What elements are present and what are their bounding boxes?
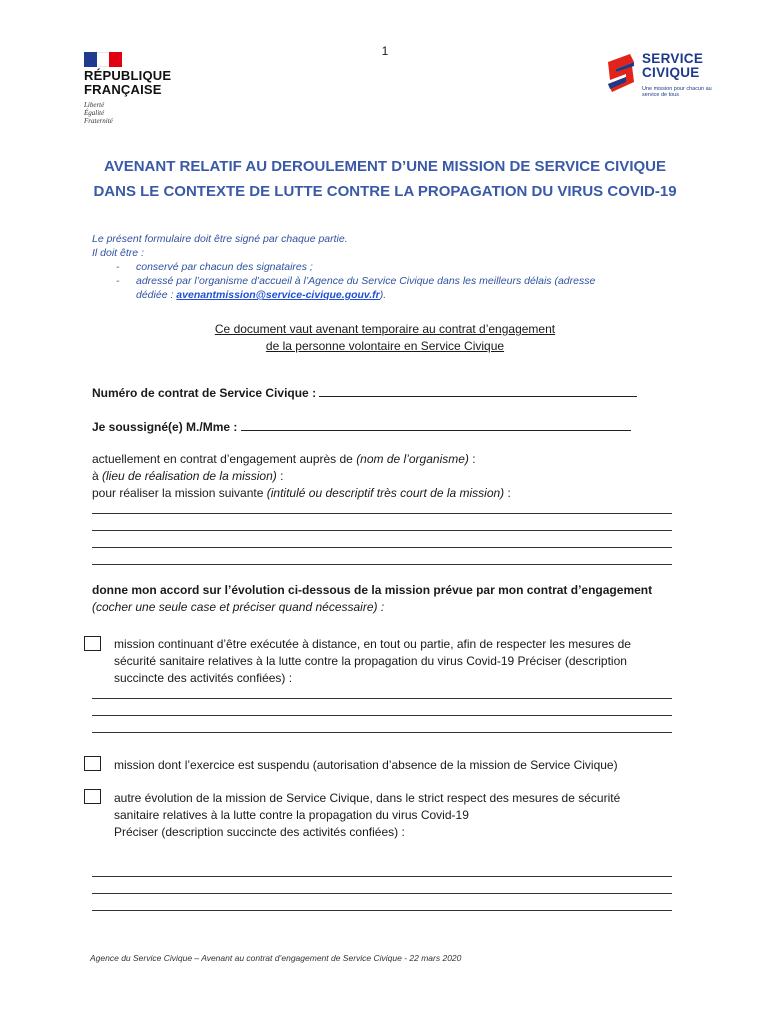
motto-egalite: Égalité xyxy=(84,109,105,117)
bullet-dash: - xyxy=(116,275,120,287)
contract-number-label: Numéro de contrat de Service Civique : xyxy=(92,386,317,400)
signatory-field xyxy=(92,420,631,434)
instructions-bullet-2 xyxy=(92,274,682,288)
mission-write-line[interactable] xyxy=(92,547,672,548)
title-line2: DANS LE CONTEXTE DE LUTTE CONTRE LA PROPAGATION DU VIRUS COVID-19 xyxy=(93,183,677,200)
title-line1: AVENANT RELATIF AU DEROULEMENT D’UNE MISSION DE SERVICE CIVIQUE xyxy=(104,158,666,175)
bullet-2-text: adressé par l’organisme d’accueil à l’Agence du Service Civique dans les meilleurs délais (adresse xyxy=(136,275,596,287)
republique-francaise-logo xyxy=(84,52,194,125)
other-write-line[interactable] xyxy=(92,910,672,911)
option-suspended-line-1: mission dont l’exercice est suspendu (autorisation d’absence de la mission de Service Civique) xyxy=(114,758,618,772)
engagement-line-1: actuellement en contrat d’engagement auprès de (nom de l’organisme) : xyxy=(92,452,476,466)
option-other-line-1: autre évolution de la mission de Service Civique, dans le strict respect des mesures de sécurité xyxy=(114,791,621,805)
engagement-line-2: à (lieu de réalisation de la mission) : xyxy=(92,469,284,483)
other-write-line[interactable] xyxy=(92,876,672,877)
marianne-flag-icon xyxy=(84,52,122,67)
instructions-bullet-1 xyxy=(92,260,682,274)
consent-statement xyxy=(92,582,682,616)
notice-line1: Ce document vaut avenant temporaire au contrat d’engagement xyxy=(214,322,556,336)
sc-tagline: Une mission pour chacun au service de tous xyxy=(642,86,712,98)
option-other-line-2: sanitaire relatives à la lutte contre la propagation du virus Covid-19 xyxy=(114,808,469,822)
consent-main: donne mon accord sur l’évolution ci-dessous de la mission prévue par mon contrat d’engagement xyxy=(92,583,653,597)
option-suspended-text xyxy=(114,757,682,774)
temporary-amendment-notice xyxy=(90,321,680,355)
remote-write-line[interactable] xyxy=(92,715,672,716)
instructions-line1: Le présent formulaire doit être signé par chaque partie. xyxy=(92,233,348,245)
rf-name-line2: FRANÇAISE xyxy=(84,82,162,97)
mission-write-line[interactable] xyxy=(92,513,672,514)
bullet-dash: - xyxy=(116,261,120,273)
remote-write-line[interactable] xyxy=(92,732,672,733)
contract-number-field xyxy=(92,386,637,400)
option-other-checkbox[interactable] xyxy=(84,789,101,804)
option-remote-checkbox[interactable] xyxy=(84,636,101,651)
rf-motto xyxy=(84,101,194,125)
remote-write-line[interactable] xyxy=(92,698,672,699)
bullet-1-text: conservé par chacun des signataires ; xyxy=(136,261,313,273)
instructions-bullet-2-continued xyxy=(92,288,682,302)
mission-write-line[interactable] xyxy=(92,530,672,531)
engagement-paragraph xyxy=(92,451,682,502)
engagement-line-3: pour réaliser la mission suivante (intitulé ou descriptif très court de la mission) : xyxy=(92,486,511,500)
instructions xyxy=(92,232,682,302)
sc-title-line2: CIVIQUE xyxy=(642,65,700,80)
sc-title-line1: SERVICE xyxy=(642,51,704,66)
signatory-label: Je soussigné(e) M./Mme : xyxy=(92,420,238,434)
bullet-2-cont-prefix: dédiée : xyxy=(136,289,177,301)
motto-fraternite: Fraternité xyxy=(84,117,113,125)
page-footer: Agence du Service Civique – Avenant au contrat d’engagement de Service Civique - 22 mars 2020 xyxy=(90,953,462,963)
signatory-input-line[interactable] xyxy=(241,420,631,431)
option-remote-line-3: succincte des activités confiées) : xyxy=(114,671,293,685)
option-remote-text xyxy=(114,636,682,687)
motto-liberte: Liberté xyxy=(84,101,105,109)
option-other-text xyxy=(114,790,682,841)
service-civique-mark-icon xyxy=(604,52,638,100)
service-civique-logo xyxy=(604,50,714,104)
consent-sub: (cocher une seule case et préciser quand nécessaire) : xyxy=(92,600,385,614)
document-title xyxy=(60,154,710,204)
option-remote-line-2: sécurité sanitaire relatives à la lutte contre la propagation du virus Covid-19 Préciser (description xyxy=(114,654,627,668)
contract-number-input-line[interactable] xyxy=(319,386,637,397)
page-number: 1 xyxy=(381,44,389,58)
bullet-2-cont-suffix: ). xyxy=(379,289,387,301)
rf-name-line1: RÉPUBLIQUE xyxy=(84,68,172,83)
email-link[interactable]: avenantmission@service-civique.gouv.fr xyxy=(176,289,380,301)
notice-line2: de la personne volontaire en Service Civique xyxy=(265,339,505,353)
other-write-line[interactable] xyxy=(92,893,672,894)
instructions-line2: Il doit être : xyxy=(92,247,144,259)
option-suspended-checkbox[interactable] xyxy=(84,756,101,771)
option-other-line-3: Préciser (description succincte des activités confiées) : xyxy=(114,825,405,839)
option-remote-line-1: mission continuant d’être exécutée à distance, en tout ou partie, afin de respecter les mesures de xyxy=(114,637,631,651)
mission-write-line[interactable] xyxy=(92,564,672,565)
